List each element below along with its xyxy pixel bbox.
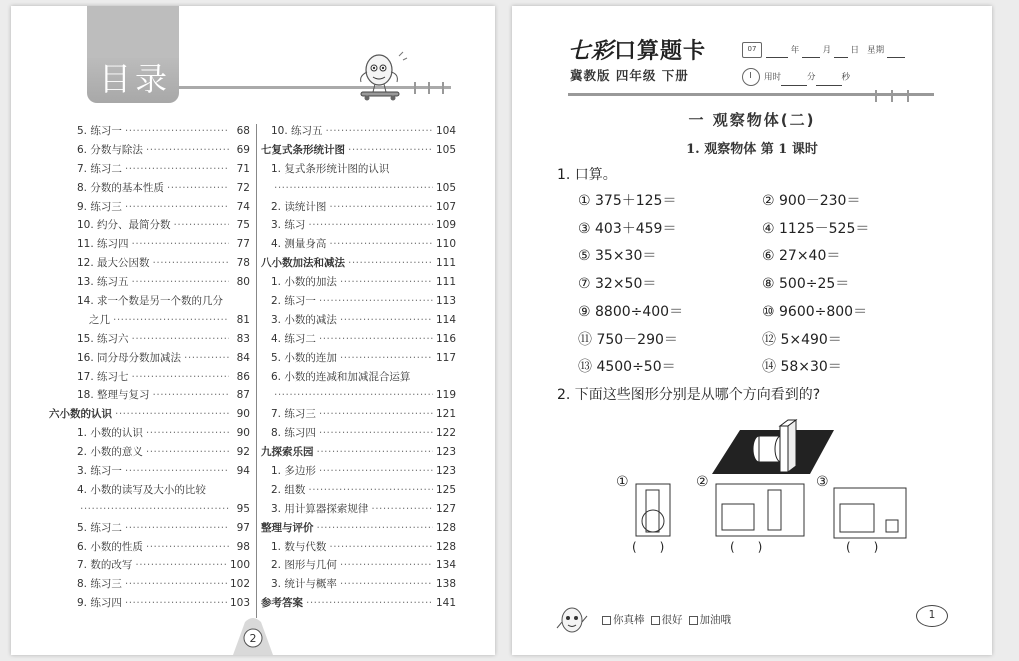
calculation-item: ⑬ 4500÷50＝ bbox=[578, 359, 676, 376]
chapter-title: 一 观察物体(二) bbox=[688, 111, 816, 129]
toc-entry-label: 探索乐园 bbox=[271, 446, 314, 459]
calculation-item: ⑨ 8800÷400＝ bbox=[578, 303, 684, 320]
toc-entry-label: 3. 统计与概率 bbox=[271, 578, 337, 591]
view-3-figure bbox=[834, 488, 906, 538]
toc-entry-page: 72 bbox=[236, 181, 250, 194]
month-label: 月 bbox=[822, 45, 832, 56]
toc-entry-page: 80 bbox=[236, 276, 250, 289]
toc-entry-label: 1. 多边形 bbox=[271, 465, 316, 478]
dot-leader bbox=[125, 519, 229, 538]
dot-leader bbox=[146, 443, 229, 462]
toc-entry-page: 78 bbox=[236, 257, 250, 270]
left-page-toc bbox=[11, 6, 495, 655]
toc-entry bbox=[67, 235, 250, 254]
toc-entry bbox=[67, 160, 250, 179]
toc-entry bbox=[67, 594, 250, 613]
toc-entry-label: 3. 练习 bbox=[271, 219, 306, 232]
toc-entry bbox=[67, 462, 250, 481]
evaluation-label: 很好 bbox=[661, 614, 683, 626]
toc-entry-label: 10. 约分、最简分数 bbox=[77, 219, 171, 232]
dot-leader bbox=[125, 122, 229, 141]
toc-entry-label: 2. 组数 bbox=[271, 483, 306, 496]
dot-leader bbox=[115, 405, 229, 424]
toc-entry-label: 2. 图形与几何 bbox=[271, 559, 337, 572]
toc-entry-label: 4. 小数的读写及大小的比较 bbox=[77, 483, 206, 496]
toc-entry-page: 104 bbox=[435, 125, 456, 137]
toc-entry-label: 3. 小数的减法 bbox=[271, 313, 337, 326]
toc-entry-page: 110 bbox=[435, 238, 456, 251]
toc-entry-page: 81 bbox=[236, 313, 250, 326]
dot-leader bbox=[174, 216, 229, 235]
toc-entry bbox=[261, 273, 456, 292]
calculation-item: ⑪ 750－290＝ bbox=[578, 331, 678, 348]
figure-label: ③ bbox=[816, 474, 829, 490]
toc-entry bbox=[67, 368, 250, 387]
toc-entry-page: 127 bbox=[435, 502, 456, 515]
calculation-item: ⑦ 32×50＝ bbox=[578, 276, 657, 293]
toc-entry bbox=[261, 538, 456, 557]
toc-entry bbox=[261, 254, 456, 273]
dot-leader bbox=[132, 235, 229, 254]
figure-label: ① bbox=[616, 474, 629, 490]
toc-entry-page: 100 bbox=[229, 559, 250, 572]
toc-entry-page: 128 bbox=[435, 540, 456, 553]
toc-entry-page: 103 bbox=[229, 597, 250, 610]
toc-entry bbox=[67, 330, 250, 349]
toc-entry-label: 5. 小数的连加 bbox=[271, 351, 337, 364]
egg-mascot-skateboard-icon bbox=[351, 46, 411, 104]
toc-entry bbox=[261, 443, 456, 462]
toc-entry-page: 86 bbox=[236, 370, 250, 383]
toc-entry bbox=[261, 368, 456, 387]
calculation-item: ② 900－230＝ bbox=[762, 193, 861, 209]
figure-label: ② bbox=[696, 474, 709, 490]
toc-title: 目录 bbox=[99, 60, 172, 98]
toc-entry-page: 123 bbox=[435, 465, 456, 478]
date-fill-line bbox=[742, 42, 905, 58]
dot-leader bbox=[326, 122, 433, 141]
dot-leader bbox=[340, 273, 433, 292]
calculation-item: ⑤ 35×30＝ bbox=[578, 248, 657, 265]
dot-leader bbox=[340, 575, 433, 594]
dot-leader bbox=[308, 481, 433, 500]
toc-entry bbox=[67, 311, 250, 330]
calculation-item: ④ 1125－525＝ bbox=[762, 220, 870, 237]
dot-leader bbox=[113, 311, 229, 330]
dot-leader bbox=[348, 141, 433, 160]
answer-blank[interactable]: ( ) bbox=[730, 540, 763, 554]
chapter-number: 六 bbox=[49, 408, 60, 421]
second-label: 秒 bbox=[841, 72, 851, 83]
toc-entry-label: 8. 分数的基本性质 bbox=[77, 181, 164, 194]
dot-leader bbox=[319, 462, 433, 481]
toc-entry-page: 109 bbox=[435, 219, 456, 232]
toc-entry bbox=[261, 141, 456, 160]
toc-entry bbox=[67, 198, 250, 217]
view-2-figure bbox=[716, 484, 804, 536]
lesson-title: 1. 观察物体 第 1 课时 bbox=[686, 142, 818, 157]
dot-leader bbox=[167, 179, 229, 198]
toc-entry bbox=[67, 254, 250, 273]
calculation-item: ⑧ 500÷25＝ bbox=[762, 276, 850, 293]
toc-entry-label: 11. 练习四 bbox=[77, 238, 129, 251]
toc-column-2 bbox=[261, 122, 456, 613]
dot-leader bbox=[340, 556, 433, 575]
toc-entry bbox=[261, 311, 456, 330]
toc-column-1 bbox=[49, 122, 250, 613]
dot-leader bbox=[319, 424, 433, 443]
chapter-number: 七 bbox=[261, 143, 272, 156]
toc-entry-page: 111 bbox=[435, 257, 456, 270]
toc-entry bbox=[67, 179, 250, 198]
toc-entry-page: 95 bbox=[236, 502, 250, 515]
dot-leader bbox=[125, 575, 227, 594]
dot-leader bbox=[132, 330, 229, 349]
toc-entry-page: 121 bbox=[435, 408, 456, 421]
toc-entry-page: 119 bbox=[435, 389, 456, 402]
toc-entry bbox=[67, 424, 250, 443]
dot-leader bbox=[319, 405, 433, 424]
dot-leader bbox=[329, 198, 433, 217]
dot-leader bbox=[184, 349, 229, 368]
dot-leader bbox=[146, 538, 229, 557]
column-divider bbox=[256, 124, 257, 618]
toc-entry-page: 83 bbox=[236, 332, 250, 345]
toc-entry-page: 128 bbox=[435, 521, 456, 534]
toc-entry-page: 68 bbox=[236, 125, 250, 137]
toc-entry-label: 9. 练习四 bbox=[77, 597, 122, 610]
toc-entry-page: 105 bbox=[435, 181, 456, 194]
dot-leader bbox=[308, 216, 433, 235]
toc-entry-page: 69 bbox=[236, 143, 250, 156]
toc-entry-label: 16. 同分母分数加减法 bbox=[77, 351, 182, 364]
toc-entry bbox=[261, 292, 456, 311]
3d-scene-figure bbox=[712, 420, 834, 474]
dot-leader bbox=[125, 160, 229, 179]
chapter-number: 八 bbox=[261, 257, 272, 270]
toc-entry bbox=[67, 575, 250, 594]
calculation-item: ③ 403＋459＝ bbox=[578, 220, 677, 237]
toc-entry-label: 2. 读统计图 bbox=[271, 200, 327, 213]
toc-entry bbox=[261, 481, 456, 500]
toc-entry-page: 71 bbox=[236, 162, 250, 175]
dot-leader bbox=[306, 594, 433, 613]
toc-entry-label: 1. 小数的加法 bbox=[271, 276, 337, 289]
toc-entry-label: 6. 小数的连减和加减混合运算 bbox=[271, 370, 411, 383]
toc-entry-label: 9. 练习三 bbox=[77, 200, 122, 213]
toc-entry bbox=[261, 575, 456, 594]
time-used-label: 用时 bbox=[764, 72, 782, 83]
toc-entry-label: 3. 用计算器探索规律 bbox=[271, 502, 369, 515]
clock-icon bbox=[742, 68, 760, 86]
dot-leader bbox=[274, 386, 433, 405]
evaluation-label: 加油哦 bbox=[699, 614, 731, 626]
toc-entry bbox=[67, 538, 250, 557]
toc-entry-page: 134 bbox=[435, 559, 456, 572]
brand-title bbox=[568, 34, 706, 65]
egg-mascot-icon bbox=[554, 602, 590, 638]
toc-entry-label: 7. 数的改写 bbox=[77, 559, 133, 572]
toc-entry-page: 74 bbox=[236, 200, 250, 213]
evaluation-checkbox[interactable] bbox=[651, 616, 660, 625]
toc-entry-page: 141 bbox=[435, 597, 456, 610]
toc-entry-page: 125 bbox=[435, 483, 456, 496]
self-evaluation-row bbox=[596, 612, 731, 627]
toc-entry-label: 之几 bbox=[89, 313, 110, 326]
toc-entry-label: 3. 练习一 bbox=[77, 465, 122, 478]
toc-entry-label: 15. 练习六 bbox=[77, 332, 129, 345]
toc-entry bbox=[49, 405, 250, 424]
evaluation-checkbox[interactable] bbox=[602, 616, 611, 625]
minute-label: 分 bbox=[807, 72, 816, 83]
toc-entry-page: 75 bbox=[236, 219, 250, 232]
answer-blank[interactable]: ( ) bbox=[846, 540, 879, 554]
edition-label: 冀教版 四年级 下册 bbox=[570, 68, 689, 83]
toc-entry-label: 小数加法和减法 bbox=[271, 257, 345, 270]
toc-entry bbox=[67, 349, 250, 368]
toc-entry-page: 92 bbox=[236, 446, 250, 459]
toc-entry-label: 参考答案 bbox=[261, 597, 303, 610]
day-label: 日 bbox=[850, 45, 860, 56]
dot-leader bbox=[132, 368, 229, 387]
page-number-badge bbox=[233, 616, 273, 655]
toc-entry-page: 77 bbox=[236, 238, 250, 251]
toc-entry-label: 17. 练习七 bbox=[77, 370, 129, 383]
toc-entry-page: 90 bbox=[236, 427, 250, 440]
toc-entry-label: 5. 练习二 bbox=[77, 521, 122, 534]
dot-leader bbox=[146, 141, 229, 160]
right-page-worksheet bbox=[512, 6, 992, 655]
toc-entry-page: 87 bbox=[236, 389, 250, 402]
toc-entry bbox=[261, 216, 456, 235]
dot-leader bbox=[340, 349, 433, 368]
dot-leader bbox=[135, 556, 227, 575]
toc-entry-label: 小数的认识 bbox=[59, 408, 112, 421]
calculation-item: ⑩ 9600÷800＝ bbox=[762, 303, 868, 320]
toc-entry-page: 111 bbox=[435, 276, 456, 289]
toc-entry-page: 90 bbox=[236, 408, 250, 421]
dot-leader bbox=[153, 386, 229, 405]
evaluation-label: 你真棒 bbox=[613, 614, 645, 626]
toc-entry bbox=[67, 216, 250, 235]
left-page-number: 2 bbox=[249, 632, 257, 645]
year-label: 年 bbox=[790, 45, 800, 56]
toc-entry-page: 102 bbox=[229, 578, 250, 591]
time-fill-line bbox=[742, 68, 850, 86]
calendar-icon: 07 bbox=[742, 42, 762, 58]
toc-entry-page: 122 bbox=[435, 427, 456, 440]
toc-entry bbox=[67, 122, 250, 141]
evaluation-checkbox[interactable] bbox=[689, 616, 698, 625]
toc-entry bbox=[261, 462, 456, 481]
toc-entry bbox=[67, 500, 250, 519]
dot-leader bbox=[317, 519, 433, 538]
toc-entry bbox=[261, 198, 456, 217]
toc-entry-label: 13. 练习五 bbox=[77, 276, 129, 289]
toc-entry bbox=[67, 481, 250, 500]
toc-entry-page: 97 bbox=[236, 521, 250, 534]
brand-name: 口算题卡 bbox=[614, 39, 707, 64]
toc-entry-page: 113 bbox=[435, 295, 456, 308]
toc-entry-label: 1. 复式条形统计图的认识 bbox=[271, 162, 390, 175]
toc-entry bbox=[261, 556, 456, 575]
toc-entry-page: 116 bbox=[435, 332, 456, 345]
toc-entry bbox=[261, 349, 456, 368]
toc-entry bbox=[67, 443, 250, 462]
toc-entry-page: 84 bbox=[236, 351, 250, 364]
toc-entry-label: 1. 小数的认识 bbox=[77, 427, 143, 440]
toc-entry bbox=[67, 273, 250, 292]
toc-entry-label: 14. 求一个数是另一个数的几分 bbox=[77, 295, 224, 308]
toc-entry-label: 复式条形统计图 bbox=[271, 143, 345, 156]
question-1-title: 1. 口算。 bbox=[557, 167, 617, 183]
dot-leader bbox=[125, 462, 229, 481]
calculation-item: ① 375＋125＝ bbox=[578, 193, 677, 209]
toc-entry-label: 1. 数与代数 bbox=[271, 540, 327, 553]
rule-ticks-decoration bbox=[870, 88, 920, 104]
toc-entry-label: 整理与评价 bbox=[261, 521, 314, 534]
toc-entry-label: 12. 最大公因数 bbox=[77, 257, 150, 270]
toc-entry bbox=[261, 424, 456, 443]
toc-entry-label: 8. 练习三 bbox=[77, 578, 122, 591]
dot-leader bbox=[125, 198, 229, 217]
dot-leader bbox=[348, 254, 433, 273]
toc-entry-page: 94 bbox=[236, 465, 250, 478]
toc-entry bbox=[261, 519, 456, 538]
right-page-number: 1 bbox=[916, 605, 948, 627]
question-2-title: 2. 下面这些图形分别是从哪个方向看到的? bbox=[557, 387, 821, 403]
toc-entry-label: 6. 分数与除法 bbox=[77, 143, 143, 156]
toc-entry-label: 7. 练习二 bbox=[77, 162, 122, 175]
toc-entry bbox=[261, 405, 456, 424]
toc-entry-label: 8. 练习四 bbox=[271, 427, 316, 440]
calculation-item: ⑭ 58×30＝ bbox=[762, 359, 842, 376]
toc-entry bbox=[261, 122, 456, 141]
toc-entry-page: 105 bbox=[435, 143, 456, 156]
chapter-number: 九 bbox=[261, 446, 272, 459]
brand-logo-text: 七彩 bbox=[568, 38, 615, 64]
toc-entry-page: 114 bbox=[435, 313, 456, 326]
dot-leader bbox=[274, 179, 433, 198]
view-1-figure bbox=[636, 484, 670, 536]
dot-leader bbox=[132, 273, 229, 292]
toc-entry-page: 98 bbox=[236, 540, 250, 553]
dot-leader bbox=[80, 500, 229, 519]
toc-entry bbox=[261, 179, 456, 198]
dot-leader bbox=[371, 500, 433, 519]
toc-entry bbox=[261, 386, 456, 405]
toc-entry-label: 4. 测量身高 bbox=[271, 238, 327, 251]
toc-entry bbox=[261, 235, 456, 254]
calculation-item: ⑥ 27×40＝ bbox=[762, 248, 841, 265]
dot-leader bbox=[319, 292, 433, 311]
toc-entry bbox=[261, 500, 456, 519]
toc-entry bbox=[261, 330, 456, 349]
toc-entry bbox=[67, 519, 250, 538]
calculation-item: ⑫ 5×490＝ bbox=[762, 331, 842, 348]
toc-entry-page: 138 bbox=[435, 578, 456, 591]
toc-entry bbox=[67, 141, 250, 160]
rule-ticks-decoration bbox=[413, 80, 453, 96]
toc-entry bbox=[67, 292, 250, 311]
toc-entry-label: 2. 练习一 bbox=[271, 295, 316, 308]
toc-entry bbox=[67, 556, 250, 575]
toc-entry bbox=[261, 594, 456, 613]
toc-entry bbox=[261, 160, 456, 179]
toc-entry-label: 6. 小数的性质 bbox=[77, 540, 143, 553]
toc-entry-page: 107 bbox=[435, 200, 456, 213]
answer-blank[interactable]: ( ) bbox=[632, 540, 665, 554]
dot-leader bbox=[319, 330, 433, 349]
toc-entry-label: 2. 小数的意义 bbox=[77, 446, 143, 459]
dot-leader bbox=[329, 235, 433, 254]
toc-entry bbox=[67, 386, 250, 405]
toc-entry-page: 117 bbox=[435, 351, 456, 364]
dot-leader bbox=[317, 443, 433, 462]
dot-leader bbox=[329, 538, 433, 557]
dot-leader bbox=[125, 594, 227, 613]
toc-entry-page: 123 bbox=[435, 446, 456, 459]
dot-leader bbox=[146, 424, 229, 443]
toc-entry-label: 10. 练习五 bbox=[271, 125, 323, 137]
dot-leader bbox=[153, 254, 229, 273]
toc-entry-label: 4. 练习二 bbox=[271, 332, 316, 345]
toc-entry-label: 7. 练习三 bbox=[271, 408, 316, 421]
toc-entry-label: 18. 整理与复习 bbox=[77, 389, 150, 402]
weekday-label: 星期 bbox=[867, 45, 885, 56]
toc-entry-label: 5. 练习一 bbox=[77, 125, 122, 137]
dot-leader bbox=[340, 311, 433, 330]
